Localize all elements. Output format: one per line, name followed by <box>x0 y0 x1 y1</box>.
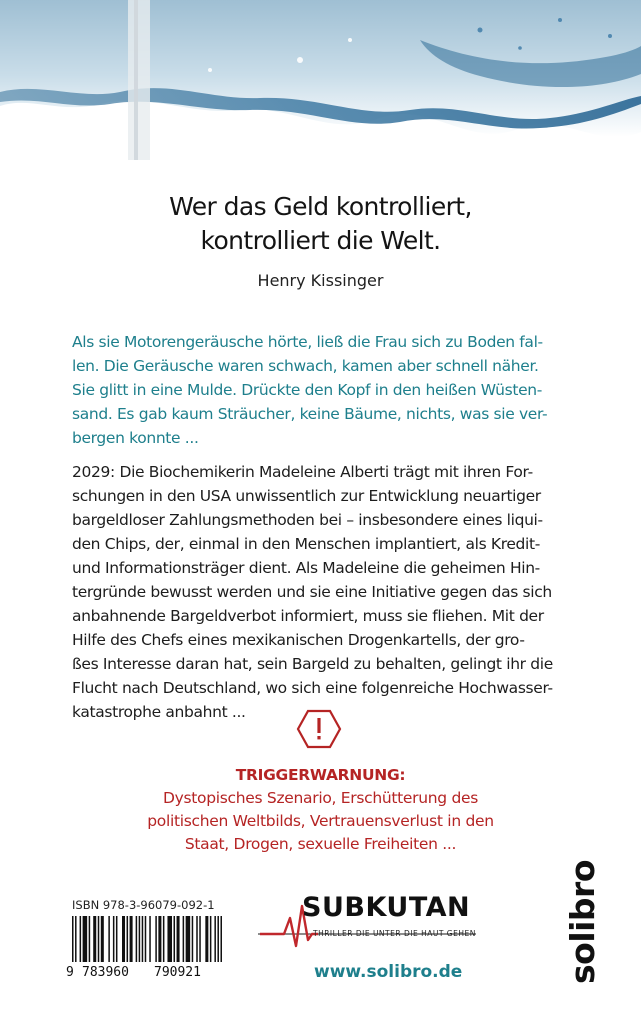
barcode-bar <box>139 916 141 962</box>
barcode-bar <box>75 916 77 962</box>
barcode-bar <box>80 916 82 962</box>
synopsis-line: Hilfe des Chefs eines mexikanischen Drogenkartells, der gro- <box>72 631 525 649</box>
barcode-bar <box>183 916 185 962</box>
barcode-digits <box>66 965 228 980</box>
barcode-bar <box>174 916 176 962</box>
barcode <box>72 916 222 962</box>
quote-author: Henry Kissinger <box>257 271 384 290</box>
barcode-bar <box>136 916 138 962</box>
epigraph-quote <box>0 190 641 258</box>
publisher-logo: solibro <box>563 859 602 984</box>
series-tagline: THRILLER DIE UNTER DIE HAUT GEHEN <box>313 929 476 938</box>
teaser-line: bergen konnte ... <box>72 429 199 447</box>
teaser-line: sand. Es gab kaum Sträucher, keine Bäume, nichts, was sie ver- <box>72 405 548 423</box>
synopsis <box>72 460 572 724</box>
trigger-warning-title: TRIGGERWARNUNG: <box>235 766 406 784</box>
isbn-label: ISBN 978-3-96079-092-1 <box>72 898 215 912</box>
barcode-bar <box>158 916 161 962</box>
synopsis-line: katastrophe anbahnt ... <box>72 703 246 721</box>
quote-line: kontrolliert die Welt. <box>200 226 441 255</box>
barcode-bar <box>214 916 216 962</box>
teaser-line: Als sie Motorengeräusche hörte, ließ die Frau sich zu Boden fal- <box>72 333 543 351</box>
synopsis-line: den Chips, der, einmal in den Menschen implantiert, als Kredit- <box>72 535 540 553</box>
barcode-bar <box>130 916 133 962</box>
barcode-bar <box>122 916 125 962</box>
exclamation-hexagon-icon <box>296 709 342 749</box>
barcode-bar <box>98 916 100 962</box>
quote-line: Wer das Geld kontrolliert, <box>169 192 472 221</box>
teaser-line: len. Die Geräusche waren schwach, kamen aber schnell näher. <box>72 357 539 375</box>
barcode-bar <box>199 916 201 962</box>
barcode-bar <box>101 916 104 962</box>
barcode-bar <box>93 916 96 962</box>
barcode-bar <box>186 916 191 962</box>
teaser-excerpt <box>72 330 572 450</box>
barcode-bar <box>210 916 212 962</box>
series-logo-text: SUBKUTAN <box>302 892 471 923</box>
trigger-warning-line: Dystopisches Szenario, Erschütterung des <box>162 789 479 807</box>
barcode-bar <box>89 916 91 962</box>
barcode-bar <box>167 916 172 962</box>
barcode-bar <box>163 916 165 962</box>
barcode-bar <box>72 916 74 962</box>
water-splash-image <box>0 0 641 170</box>
synopsis-line: bargeldloser Zahlungsmethoden bei – insbesondere eines liqui- <box>72 511 543 529</box>
barcode-digit-group: 9 <box>66 965 74 980</box>
barcode-bar <box>142 916 144 962</box>
trigger-warning-line: politischen Weltbilds, Vertrauensverlust in den <box>147 812 494 830</box>
publisher-website[interactable]: www.solibro.de <box>314 962 463 982</box>
synopsis-line: anbahnende Bargeldverbot informiert, muss sie fliehen. Mit der <box>72 607 544 625</box>
barcode-bar <box>196 916 198 962</box>
barcode-bar <box>217 916 219 962</box>
barcode-bar <box>177 916 180 962</box>
barcode-bar <box>155 916 157 962</box>
synopsis-line: tergründe bewusst werden und sie eine Initiative gegen das sich <box>72 583 552 601</box>
barcode-bar <box>116 916 118 962</box>
barcode-bar <box>145 916 147 962</box>
synopsis-line: 2029: Die Biochemikerin Madeleine Alberti trägt mit ihren For- <box>72 463 533 481</box>
teaser-line: Sie glitt in eine Mulde. Drückte den Kopf in den heißen Wüsten- <box>72 381 543 399</box>
synopsis-line: und Informationsträger dient. Als Madeleine die geheimen Hin- <box>72 559 540 577</box>
synopsis-line: Flucht nach Deutschland, wo sich eine folgenreiche Hochwasser- <box>72 679 553 697</box>
barcode-digit-group: 783960 <box>82 965 129 980</box>
barcode-bar <box>108 916 110 962</box>
barcode-bar <box>149 916 151 962</box>
barcode-bar <box>205 916 208 962</box>
barcode-digit-group: 790921 <box>154 965 201 980</box>
barcode-bar <box>220 916 222 962</box>
trigger-warning <box>0 764 641 856</box>
synopsis-line: schungen in den USA unwissentlich zur Entwicklung neuartiger <box>72 487 541 505</box>
barcode-bar <box>83 916 88 962</box>
synopsis-line: ßes Interesse daran hat, sein Bargeld zu behalten, gelingt ihr die <box>72 655 553 673</box>
barcode-bar <box>113 916 115 962</box>
trigger-warning-line: Staat, Drogen, sexuelle Freiheiten ... <box>184 835 457 853</box>
barcode-bar <box>127 916 129 962</box>
barcode-bar <box>192 916 194 962</box>
